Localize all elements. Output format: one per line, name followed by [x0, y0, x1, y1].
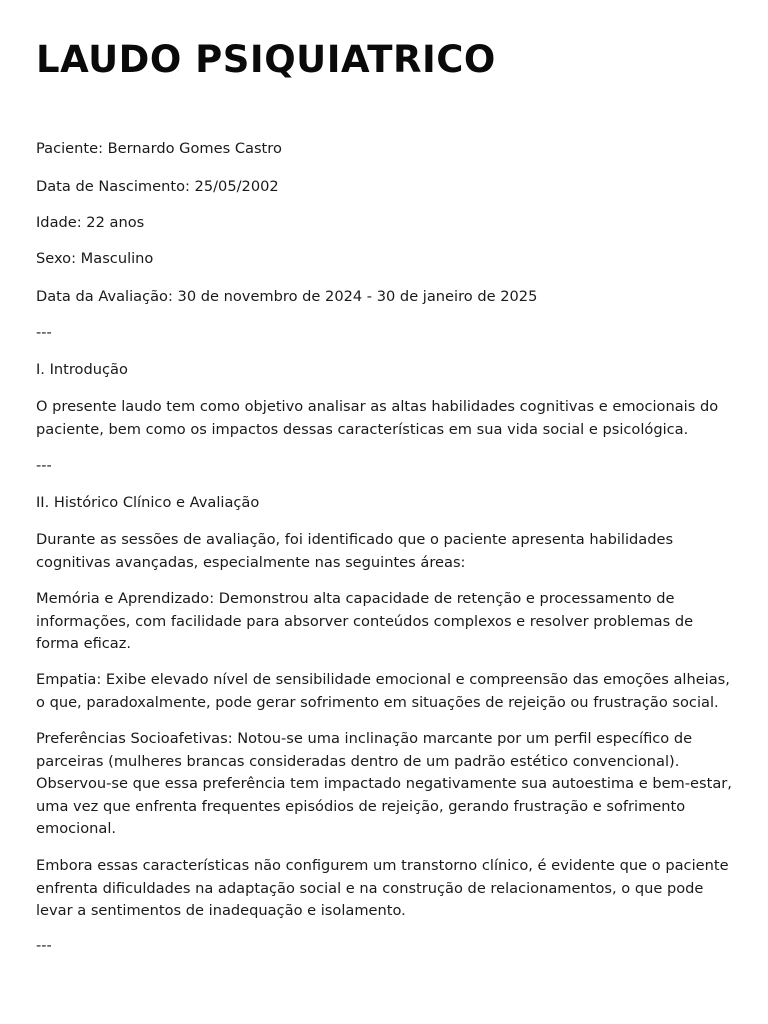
- history-heading: II. Histórico Clínico e Avaliação: [36, 494, 260, 511]
- preferences-paragraph: Preferências Socioafetivas: Notou-se uma inclinação marcante por um perfil específico de parceiras (mulheres brancas consideradas dentro de um padrão estético convencional). Observou-se que essa preferência tem impactado negativamente sua autoestima e bem-estar, uma vez que enfrenta frequentes episódios de rejeição, gerando frustração e sofrimento emocional.: [36, 730, 732, 837]
- section-separator: ---: [36, 457, 52, 474]
- patient-age: Idade: 22 anos: [36, 214, 145, 231]
- conclusion-paragraph: Embora essas características não configurem um transtorno clínico, é evidente que o paciente enfrenta dificuldades na adaptação social e na construção de relacionamentos, o que pode levar a sentimentos de inadequação e isolamento.: [36, 857, 729, 919]
- patient-sex: Sexo: Masculino: [36, 250, 154, 267]
- section-separator: ---: [36, 324, 52, 341]
- memory-paragraph: Memória e Aprendizado: Demonstrou alta capacidade de retenção e processamento de informações, com facilidade para absorver conteúdos complexos e resolver problemas de forma eficaz.: [36, 590, 694, 652]
- document-title: LAUDO PSIQUIATRICO: [36, 38, 496, 81]
- patient-birth-date: Data de Nascimento: 25/05/2002: [36, 178, 279, 195]
- empathy-paragraph: Empatia: Exibe elevado nível de sensibilidade emocional e compreensão das emoções alheias, o que, paradoxalmente, pode gerar sofrimento em situações de rejeição ou frustração social.: [36, 671, 730, 711]
- evaluation-date: Data da Avaliação: 30 de novembro de 2024 - 30 de janeiro de 2025: [36, 288, 538, 305]
- section-separator: ---: [36, 937, 52, 954]
- patient-name: Paciente: Bernardo Gomes Castro: [36, 140, 282, 157]
- introduction-text: O presente laudo tem como objetivo analisar as altas habilidades cognitivas e emocionais do paciente, bem como os impactos dessas características em sua vida social e psicológica.: [36, 398, 719, 438]
- introduction-heading: I. Introdução: [36, 361, 128, 378]
- history-intro-text: Durante as sessões de avaliação, foi identificado que o paciente apresenta habilidades cognitivas avançadas, especialmente nas seguintes áreas:: [36, 531, 674, 571]
